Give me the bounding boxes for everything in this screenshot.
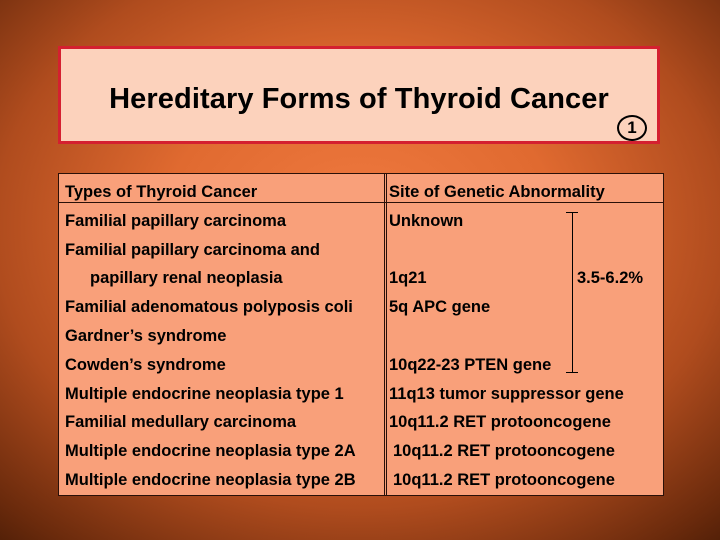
slide-number-badge: 1 (617, 115, 647, 141)
row-type: Cowden’s syndrome (65, 356, 226, 374)
row-site: 11q13 tumor suppressor gene (389, 385, 624, 403)
bracket-label: 3.5-6.2% (577, 269, 644, 287)
header-type: Types of Thyroid Cancer (65, 183, 258, 201)
row-type: Multiple endocrine neoplasia type 2B (65, 471, 356, 489)
row-site: 10q11.2 RET protooncogene (393, 442, 615, 460)
bracket-bottom-tick (566, 372, 578, 373)
row-type: Gardner’s syndrome (65, 327, 227, 345)
row-type: Multiple endocrine neoplasia type 1 (65, 385, 344, 403)
row-type: Multiple endocrine neoplasia type 2A (65, 442, 356, 460)
row-site: 1q21 (389, 269, 427, 287)
row-type: Familial medullary carcinoma (65, 413, 297, 431)
bracket-top-tick (566, 212, 578, 213)
row-site: 5q APC gene (389, 298, 491, 316)
row-site: 10q22-23 PTEN gene (389, 356, 552, 374)
row-type: Familial adenomatous polyposis coli (65, 298, 353, 316)
title-box (58, 46, 660, 144)
row-type: papillary renal neoplasia (90, 269, 283, 287)
header-site: Site of Genetic Abnormality (389, 183, 605, 201)
abnormality-table (58, 173, 664, 496)
column-divider (384, 174, 387, 495)
row-type: Familial papillary carcinoma and (65, 241, 320, 259)
slide-title: Hereditary Forms of Thyroid Cancer (109, 83, 609, 115)
row-site: 10q11.2 RET protooncogene (389, 413, 611, 431)
bracket-line (572, 212, 573, 372)
row-type: Familial papillary carcinoma (65, 212, 287, 230)
row-site: 10q11.2 RET protooncogene (393, 471, 615, 489)
row-site: Unknown (389, 212, 464, 230)
header-divider (59, 202, 663, 203)
